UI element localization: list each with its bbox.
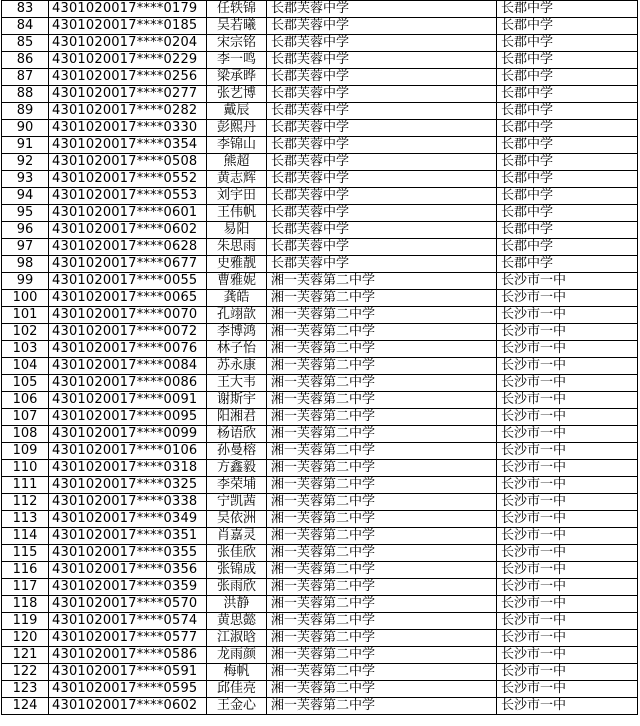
table-row [2,494,638,511]
row-number-cell: 87 [2,69,49,86]
student-name-cell: 阳湘君 [207,409,267,426]
admitted-school-cell: 长沙市一中 [497,375,638,392]
table-row [2,545,638,562]
junior-school-cell: 长郡芙蓉中学 [267,188,497,205]
row-number-cell: 114 [2,528,49,545]
admitted-school-cell: 长郡中学 [497,120,638,137]
student-id-cell: 4301020017****0185 [49,18,207,35]
table-row [2,52,638,69]
row-number-cell: 90 [2,120,49,137]
student-id-cell: 4301020017****0601 [49,205,207,222]
student-id-cell: 4301020017****0076 [49,341,207,358]
admitted-school-cell: 长郡中学 [497,239,638,256]
junior-school-cell: 湘一芙蓉第二中学 [267,647,497,664]
admitted-school-cell: 长郡中学 [497,222,638,239]
student-id-cell: 4301020017****0595 [49,681,207,698]
table-row [2,681,638,698]
row-number-cell: 84 [2,18,49,35]
admitted-school-cell: 长郡中学 [497,205,638,222]
table-row [2,188,638,205]
admitted-school-cell: 长沙市一中 [497,409,638,426]
admitted-school-cell: 长沙市一中 [497,698,638,715]
admitted-school-cell: 长沙市一中 [497,681,638,698]
admitted-school-cell: 长沙市一中 [497,273,638,290]
student-id-cell: 4301020017****0095 [49,409,207,426]
student-id-cell: 4301020017****0330 [49,120,207,137]
admitted-school-cell: 长郡中学 [497,52,638,69]
junior-school-cell: 湘一芙蓉第二中学 [267,579,497,596]
junior-school-cell: 湘一芙蓉第二中学 [267,307,497,324]
student-name-cell: 邱佳亮 [207,681,267,698]
row-number-cell: 100 [2,290,49,307]
student-name-cell: 林子怡 [207,341,267,358]
student-id-cell: 4301020017****0106 [49,443,207,460]
table-row [2,341,638,358]
table-row [2,290,638,307]
admitted-school-cell: 长沙市一中 [497,443,638,460]
table-row [2,630,638,647]
junior-school-cell: 长郡芙蓉中学 [267,222,497,239]
student-name-cell: 洪静 [207,596,267,613]
student-name-cell: 谢斯宇 [207,392,267,409]
junior-school-cell: 湘一芙蓉第二中学 [267,392,497,409]
junior-school-cell: 湘一芙蓉第二中学 [267,324,497,341]
student-name-cell: 张锦成 [207,562,267,579]
admitted-school-cell: 长郡中学 [497,86,638,103]
admitted-school-cell: 长沙市一中 [497,307,638,324]
junior-school-cell: 长郡芙蓉中学 [267,18,497,35]
student-name-cell: 任轶锦 [207,1,267,18]
row-number-cell: 89 [2,103,49,120]
table-row [2,154,638,171]
student-name-cell: 朱思雨 [207,239,267,256]
row-number-cell: 91 [2,137,49,154]
admitted-school-cell: 长郡中学 [497,154,638,171]
row-number-cell: 103 [2,341,49,358]
student-name-cell: 史雅靓 [207,256,267,273]
admitted-school-cell: 长沙市一中 [497,511,638,528]
junior-school-cell: 湘一芙蓉第二中学 [267,443,497,460]
student-name-cell: 易阳 [207,222,267,239]
junior-school-cell: 湘一芙蓉第二中学 [267,528,497,545]
table-row [2,579,638,596]
table-row [2,664,638,681]
junior-school-cell: 湘一芙蓉第二中学 [267,477,497,494]
junior-school-cell: 长郡芙蓉中学 [267,86,497,103]
student-id-cell: 4301020017****0577 [49,630,207,647]
admitted-school-cell: 长郡中学 [497,35,638,52]
table-row [2,103,638,120]
junior-school-cell: 湘一芙蓉第二中学 [267,460,497,477]
student-name-cell: 熊超 [207,154,267,171]
student-id-cell: 4301020017****0338 [49,494,207,511]
student-name-cell: 李锦山 [207,137,267,154]
junior-school-cell: 长郡芙蓉中学 [267,69,497,86]
table-row [2,698,638,715]
student-name-cell: 黄思懿 [207,613,267,630]
student-name-cell: 宋宗铭 [207,35,267,52]
student-name-cell: 龚皓 [207,290,267,307]
row-number-cell: 123 [2,681,49,698]
admitted-school-cell: 长沙市一中 [497,596,638,613]
row-number-cell: 98 [2,256,49,273]
row-number-cell: 107 [2,409,49,426]
admitted-school-cell: 长沙市一中 [497,477,638,494]
admitted-school-cell: 长郡中学 [497,137,638,154]
admitted-school-cell: 长沙市一中 [497,647,638,664]
admitted-school-cell: 长沙市一中 [497,392,638,409]
student-id-cell: 4301020017****0677 [49,256,207,273]
student-id-cell: 4301020017****0508 [49,154,207,171]
row-number-cell: 113 [2,511,49,528]
table-row [2,528,638,545]
table-row [2,511,638,528]
table-row [2,171,638,188]
junior-school-cell: 湘一芙蓉第二中学 [267,341,497,358]
student-id-cell: 4301020017****0229 [49,52,207,69]
student-id-cell: 4301020017****0256 [49,69,207,86]
student-id-cell: 4301020017****0091 [49,392,207,409]
table-row [2,35,638,52]
row-number-cell: 102 [2,324,49,341]
student-name-cell: 孙曼榕 [207,443,267,460]
student-name-cell: 王伟帆 [207,205,267,222]
table-row [2,120,638,137]
student-name-cell: 方鑫毅 [207,460,267,477]
admitted-school-cell: 长郡中学 [497,188,638,205]
table-row [2,460,638,477]
junior-school-cell: 湘一芙蓉第二中学 [267,273,497,290]
row-number-cell: 95 [2,205,49,222]
junior-school-cell: 湘一芙蓉第二中学 [267,426,497,443]
table-row [2,443,638,460]
student-table [1,0,638,715]
row-number-cell: 97 [2,239,49,256]
student-id-cell: 4301020017****0065 [49,290,207,307]
student-name-cell: 杨语欣 [207,426,267,443]
student-id-cell: 4301020017****0602 [49,222,207,239]
table-row [2,562,638,579]
table-row [2,69,638,86]
table-row [2,409,638,426]
junior-school-cell: 湘一芙蓉第二中学 [267,290,497,307]
junior-school-cell: 湘一芙蓉第二中学 [267,664,497,681]
student-id-cell: 4301020017****0355 [49,545,207,562]
student-name-cell: 张艺博 [207,86,267,103]
student-table-body [2,1,638,715]
table-row [2,647,638,664]
table-row [2,324,638,341]
junior-school-cell: 湘一芙蓉第二中学 [267,630,497,647]
student-name-cell: 吴依洲 [207,511,267,528]
junior-school-cell: 湘一芙蓉第二中学 [267,375,497,392]
junior-school-cell: 湘一芙蓉第二中学 [267,613,497,630]
student-id-cell: 4301020017****0591 [49,664,207,681]
admitted-school-cell: 长沙市一中 [497,341,638,358]
student-id-cell: 4301020017****0574 [49,613,207,630]
row-number-cell: 110 [2,460,49,477]
junior-school-cell: 湘一芙蓉第二中学 [267,596,497,613]
admitted-school-cell: 长郡中学 [497,18,638,35]
row-number-cell: 119 [2,613,49,630]
admitted-school-cell: 长沙市一中 [497,579,638,596]
junior-school-cell: 长郡芙蓉中学 [267,52,497,69]
student-name-cell: 梁承晔 [207,69,267,86]
junior-school-cell: 长郡芙蓉中学 [267,103,497,120]
row-number-cell: 117 [2,579,49,596]
student-id-cell: 4301020017****0586 [49,647,207,664]
junior-school-cell: 湘一芙蓉第二中学 [267,494,497,511]
admitted-school-cell: 长沙市一中 [497,494,638,511]
row-number-cell: 105 [2,375,49,392]
table-row [2,358,638,375]
row-number-cell: 85 [2,35,49,52]
student-id-cell: 4301020017****0602 [49,698,207,715]
admitted-school-cell: 长郡中学 [497,171,638,188]
row-number-cell: 122 [2,664,49,681]
admitted-school-cell: 长沙市一中 [497,613,638,630]
student-id-cell: 4301020017****0282 [49,103,207,120]
student-id-cell: 4301020017****0277 [49,86,207,103]
student-name-cell: 黄志辉 [207,171,267,188]
row-number-cell: 120 [2,630,49,647]
row-number-cell: 124 [2,698,49,715]
student-name-cell: 张佳欣 [207,545,267,562]
row-number-cell: 93 [2,171,49,188]
row-number-cell: 104 [2,358,49,375]
student-name-cell: 戴辰 [207,103,267,120]
row-number-cell: 112 [2,494,49,511]
admitted-school-cell: 长沙市一中 [497,630,638,647]
student-name-cell: 李博鸿 [207,324,267,341]
admitted-school-cell: 长沙市一中 [497,664,638,681]
row-number-cell: 86 [2,52,49,69]
admitted-school-cell: 长郡中学 [497,103,638,120]
row-number-cell: 109 [2,443,49,460]
junior-school-cell: 湘一芙蓉第二中学 [267,562,497,579]
row-number-cell: 94 [2,188,49,205]
junior-school-cell: 长郡芙蓉中学 [267,137,497,154]
junior-school-cell: 长郡芙蓉中学 [267,171,497,188]
row-number-cell: 92 [2,154,49,171]
junior-school-cell: 长郡芙蓉中学 [267,256,497,273]
student-id-cell: 4301020017****0318 [49,460,207,477]
row-number-cell: 96 [2,222,49,239]
student-id-cell: 4301020017****0086 [49,375,207,392]
student-id-cell: 4301020017****0351 [49,528,207,545]
junior-school-cell: 湘一芙蓉第二中学 [267,511,497,528]
junior-school-cell: 湘一芙蓉第二中学 [267,358,497,375]
admitted-school-cell: 长沙市一中 [497,562,638,579]
student-id-cell: 4301020017****0179 [49,1,207,18]
student-name-cell: 苏永康 [207,358,267,375]
table-row [2,18,638,35]
student-name-cell: 王大韦 [207,375,267,392]
student-id-cell: 4301020017****0356 [49,562,207,579]
row-number-cell: 115 [2,545,49,562]
student-id-cell: 4301020017****0354 [49,137,207,154]
row-number-cell: 116 [2,562,49,579]
junior-school-cell: 长郡芙蓉中学 [267,154,497,171]
row-number-cell: 111 [2,477,49,494]
student-id-cell: 4301020017****0055 [49,273,207,290]
student-name-cell: 彭熙丹 [207,120,267,137]
student-id-cell: 4301020017****0204 [49,35,207,52]
student-name-cell: 孔翊歆 [207,307,267,324]
student-id-cell: 4301020017****0359 [49,579,207,596]
admitted-school-cell: 长沙市一中 [497,545,638,562]
student-name-cell: 李一鸣 [207,52,267,69]
junior-school-cell: 湘一芙蓉第二中学 [267,409,497,426]
admitted-school-cell: 长沙市一中 [497,358,638,375]
table-row [2,239,638,256]
junior-school-cell: 长郡芙蓉中学 [267,120,497,137]
table-row [2,596,638,613]
table-row [2,392,638,409]
row-number-cell: 88 [2,86,49,103]
admitted-school-cell: 长郡中学 [497,69,638,86]
junior-school-cell: 长郡芙蓉中学 [267,35,497,52]
student-name-cell: 龙雨颜 [207,647,267,664]
student-name-cell: 刘宇田 [207,188,267,205]
student-name-cell: 宁凯茜 [207,494,267,511]
student-id-cell: 4301020017****0628 [49,239,207,256]
junior-school-cell: 长郡芙蓉中学 [267,1,497,18]
junior-school-cell: 湘一芙蓉第二中学 [267,698,497,715]
row-number-cell: 121 [2,647,49,664]
table-row [2,86,638,103]
admitted-school-cell: 长沙市一中 [497,290,638,307]
student-name-cell: 曹雅妮 [207,273,267,290]
row-number-cell: 99 [2,273,49,290]
table-row [2,222,638,239]
student-name-cell: 江淑晗 [207,630,267,647]
admitted-school-cell: 长郡中学 [497,1,638,18]
junior-school-cell: 湘一芙蓉第二中学 [267,681,497,698]
admitted-school-cell: 长沙市一中 [497,528,638,545]
student-id-cell: 4301020017****0325 [49,477,207,494]
student-name-cell: 梅帆 [207,664,267,681]
student-id-cell: 4301020017****0349 [49,511,207,528]
row-number-cell: 108 [2,426,49,443]
student-name-cell: 王金心 [207,698,267,715]
row-number-cell: 106 [2,392,49,409]
student-id-cell: 4301020017****0552 [49,171,207,188]
junior-school-cell: 长郡芙蓉中学 [267,239,497,256]
admitted-school-cell: 长沙市一中 [497,324,638,341]
student-name-cell: 肖嘉灵 [207,528,267,545]
student-id-cell: 4301020017****0553 [49,188,207,205]
student-id-cell: 4301020017****0072 [49,324,207,341]
admitted-school-cell: 长沙市一中 [497,426,638,443]
table-row [2,375,638,392]
junior-school-cell: 湘一芙蓉第二中学 [267,545,497,562]
row-number-cell: 118 [2,596,49,613]
student-id-cell: 4301020017****0570 [49,596,207,613]
row-number-cell: 83 [2,1,49,18]
row-number-cell: 101 [2,307,49,324]
admitted-school-cell: 长郡中学 [497,256,638,273]
student-name-cell: 吴若曦 [207,18,267,35]
table-row [2,613,638,630]
student-id-cell: 4301020017****0084 [49,358,207,375]
table-row [2,426,638,443]
junior-school-cell: 长郡芙蓉中学 [267,205,497,222]
table-row [2,477,638,494]
student-name-cell: 张雨欣 [207,579,267,596]
table-row [2,137,638,154]
student-id-cell: 4301020017****0099 [49,426,207,443]
table-row [2,205,638,222]
table-row [2,1,638,18]
student-name-cell: 李荣埔 [207,477,267,494]
table-row [2,273,638,290]
table-row [2,307,638,324]
admitted-school-cell: 长沙市一中 [497,460,638,477]
table-row [2,256,638,273]
student-id-cell: 4301020017****0070 [49,307,207,324]
